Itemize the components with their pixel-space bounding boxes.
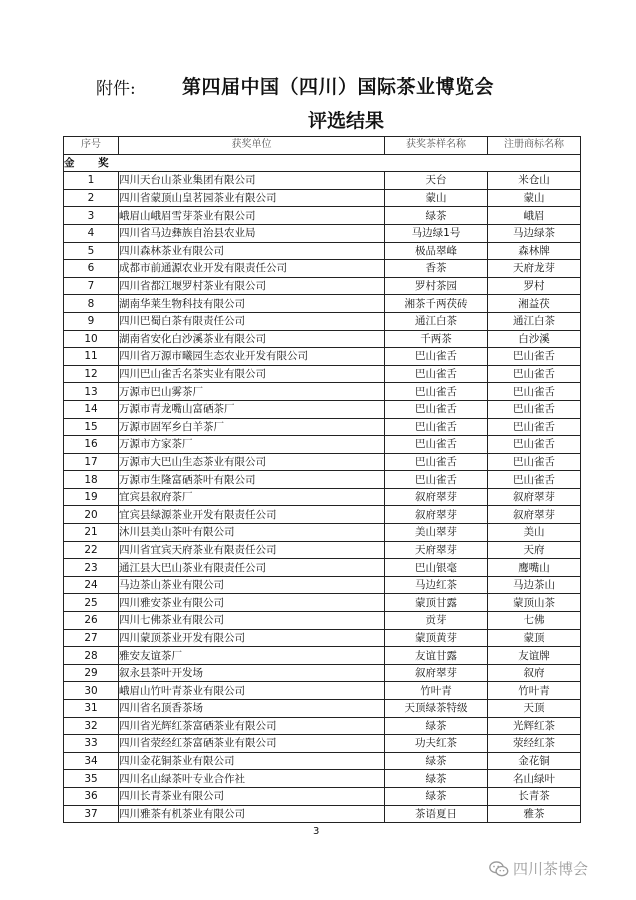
company-name: 万源市青龙嘴山富硒茶厂 [119, 400, 385, 418]
trademark-name: 友谊牌 [488, 647, 581, 665]
trademark-name: 白沙溪 [488, 330, 581, 348]
trademark-name: 叙府翠芽 [488, 488, 581, 506]
table-row [64, 418, 581, 436]
row-number: 35 [64, 770, 119, 788]
product-name: 巴山银毫 [385, 559, 488, 577]
section-row [64, 154, 581, 172]
column-header-no: 序号 [64, 137, 119, 155]
company-name: 四川省万源市曦园生态农业开发有限公司 [119, 348, 385, 366]
table-row [64, 365, 581, 383]
product-name: 叙府翠芽 [385, 664, 488, 682]
row-number: 17 [64, 453, 119, 471]
row-number: 5 [64, 242, 119, 260]
table-row [64, 488, 581, 506]
table-row [64, 453, 581, 471]
product-name: 天台 [385, 172, 488, 190]
attachment-label: 附件: [96, 79, 136, 99]
table-row [64, 312, 581, 330]
trademark-name: 叙府翠芽 [488, 506, 581, 524]
trademark-name: 巴山雀舌 [488, 365, 581, 383]
row-number: 2 [64, 189, 119, 207]
page-number: 3 [313, 826, 320, 837]
table-row [64, 717, 581, 735]
row-number: 14 [64, 400, 119, 418]
row-number: 7 [64, 277, 119, 295]
company-name: 宜宾县绿源茶业开发有限责任公司 [119, 506, 385, 524]
table-row [64, 541, 581, 559]
product-name: 友谊甘露 [385, 647, 488, 665]
results-table [63, 136, 581, 823]
row-number: 29 [64, 664, 119, 682]
table-row [64, 612, 581, 630]
trademark-name: 蒙顶山茶 [488, 594, 581, 612]
company-name: 雅安友谊茶厂 [119, 647, 385, 665]
trademark-name: 峨眉 [488, 207, 581, 225]
company-name: 宜宾县叙府茶厂 [119, 488, 385, 506]
table-row [64, 787, 581, 805]
trademark-name: 雅茶 [488, 805, 581, 823]
company-name: 万源市固军乡白羊茶厂 [119, 418, 385, 436]
trademark-name: 名山绿叶 [488, 770, 581, 788]
row-number: 6 [64, 260, 119, 278]
product-name: 巴山雀舌 [385, 418, 488, 436]
trademark-name: 米仓山 [488, 172, 581, 190]
row-number: 25 [64, 594, 119, 612]
table-row [64, 805, 581, 823]
trademark-name: 光辉红茶 [488, 717, 581, 735]
company-name: 四川名山绿茶叶专业合作社 [119, 770, 385, 788]
table-row [64, 682, 581, 700]
company-name: 四川省马边彝族自治县农业局 [119, 224, 385, 242]
trademark-name: 七佛 [488, 612, 581, 630]
product-name: 叙府翠芽 [385, 488, 488, 506]
row-number: 19 [64, 488, 119, 506]
company-name: 四川省蒙顶山皇茗园茶业有限公司 [119, 189, 385, 207]
table-row [64, 242, 581, 260]
table-row [64, 400, 581, 418]
company-name: 四川巴山雀舌名茶实业有限公司 [119, 365, 385, 383]
product-name: 巴山雀舌 [385, 453, 488, 471]
wechat-logo-icon [489, 859, 509, 879]
product-name: 绿茶 [385, 717, 488, 735]
trademark-name: 马边绿茶 [488, 224, 581, 242]
trademark-name: 荥经红茶 [488, 735, 581, 753]
company-name: 峨眉山峨眉雪芽茶业有限公司 [119, 207, 385, 225]
product-name: 马边绿1号 [385, 224, 488, 242]
trademark-name: 金花铜 [488, 752, 581, 770]
product-name: 巴山雀舌 [385, 365, 488, 383]
company-name: 四川省光辉红茶富硒茶业有限公司 [119, 717, 385, 735]
company-name: 沐川县美山茶叶有限公司 [119, 524, 385, 542]
row-number: 32 [64, 717, 119, 735]
table-row [64, 224, 581, 242]
table-row [64, 576, 581, 594]
product-name: 天府翠芽 [385, 541, 488, 559]
trademark-name: 巴山雀舌 [488, 383, 581, 401]
page-title: 第四届中国（四川）国际茶业博览会 [182, 76, 495, 98]
table-row [64, 277, 581, 295]
row-number: 18 [64, 471, 119, 489]
product-name: 绿茶 [385, 770, 488, 788]
product-name: 巴山雀舌 [385, 383, 488, 401]
table-row [64, 594, 581, 612]
trademark-name: 森林牌 [488, 242, 581, 260]
trademark-name: 天府龙芽 [488, 260, 581, 278]
trademark-name: 长青茶 [488, 787, 581, 805]
table-row [64, 559, 581, 577]
company-name: 通江县大巴山茶业有限责任公司 [119, 559, 385, 577]
company-name: 湖南省安化白沙溪茶业有限公司 [119, 330, 385, 348]
trademark-name: 湘益茯 [488, 295, 581, 313]
table-row [64, 647, 581, 665]
row-number: 10 [64, 330, 119, 348]
watermark-text: 四川茶博会 [513, 860, 589, 878]
trademark-name: 巴山雀舌 [488, 400, 581, 418]
row-number: 16 [64, 436, 119, 454]
company-name: 四川长青茶业有限公司 [119, 787, 385, 805]
company-name: 四川金花铜茶业有限公司 [119, 752, 385, 770]
table-row [64, 524, 581, 542]
product-name: 蒙顶甘露 [385, 594, 488, 612]
product-name: 竹叶青 [385, 682, 488, 700]
product-name: 绿茶 [385, 752, 488, 770]
table-row [64, 330, 581, 348]
trademark-name: 巴山雀舌 [488, 453, 581, 471]
product-name: 绿茶 [385, 787, 488, 805]
product-name: 巴山雀舌 [385, 400, 488, 418]
trademark-name: 蒙顶 [488, 629, 581, 647]
trademark-name: 罗村 [488, 277, 581, 295]
product-name: 蒙山 [385, 189, 488, 207]
trademark-name: 叙府 [488, 664, 581, 682]
table-row [64, 172, 581, 190]
trademark-name: 美山 [488, 524, 581, 542]
trademark-name: 竹叶青 [488, 682, 581, 700]
company-name: 湖南华莱生物科技有限公司 [119, 295, 385, 313]
table-row [64, 436, 581, 454]
table-row [64, 770, 581, 788]
column-header-company: 获奖单位 [119, 137, 385, 155]
company-name: 四川蒙顶茶业开发有限公司 [119, 629, 385, 647]
product-name: 香茶 [385, 260, 488, 278]
company-name: 万源市巴山雾茶厂 [119, 383, 385, 401]
page-subtitle: 评选结果 [308, 110, 385, 132]
table-row [64, 629, 581, 647]
row-number: 24 [64, 576, 119, 594]
company-name: 四川巴蜀白茶有限责任公司 [119, 312, 385, 330]
row-number: 9 [64, 312, 119, 330]
watermark [489, 858, 588, 879]
table-row [64, 189, 581, 207]
product-name: 巴山雀舌 [385, 471, 488, 489]
table-row [64, 260, 581, 278]
trademark-name: 蒙山 [488, 189, 581, 207]
product-name: 贡芽 [385, 612, 488, 630]
company-name: 万源市方家茶厂 [119, 436, 385, 454]
product-name: 茶语夏日 [385, 805, 488, 823]
row-number: 15 [64, 418, 119, 436]
product-name: 罗村茶园 [385, 277, 488, 295]
column-header-trademark: 注册商标名称 [488, 137, 581, 155]
row-number: 22 [64, 541, 119, 559]
row-number: 34 [64, 752, 119, 770]
company-name: 马边茶山茶业有限公司 [119, 576, 385, 594]
trademark-name: 巴山雀舌 [488, 418, 581, 436]
company-name: 成都市前通源农业开发有限责任公司 [119, 260, 385, 278]
table-row [64, 383, 581, 401]
row-number: 12 [64, 365, 119, 383]
row-number: 28 [64, 647, 119, 665]
product-name: 功夫红茶 [385, 735, 488, 753]
row-number: 23 [64, 559, 119, 577]
company-name: 四川雅安茶业有限公司 [119, 594, 385, 612]
row-number: 3 [64, 207, 119, 225]
product-name: 美山翠芽 [385, 524, 488, 542]
company-name: 四川森林茶业有限公司 [119, 242, 385, 260]
company-name: 四川省荥经红茶富硒茶业有限公司 [119, 735, 385, 753]
company-name: 叙永县茶叶开发场 [119, 664, 385, 682]
trademark-name: 马边茶山 [488, 576, 581, 594]
row-number: 30 [64, 682, 119, 700]
trademark-name: 巴山雀舌 [488, 348, 581, 366]
row-number: 26 [64, 612, 119, 630]
table-row [64, 664, 581, 682]
row-number: 37 [64, 805, 119, 823]
trademark-name: 天府 [488, 541, 581, 559]
row-number: 11 [64, 348, 119, 366]
trademark-name: 鹰嘴山 [488, 559, 581, 577]
company-name: 峨眉山竹叶青茶业有限公司 [119, 682, 385, 700]
product-name: 马边红茶 [385, 576, 488, 594]
row-number: 21 [64, 524, 119, 542]
row-number: 8 [64, 295, 119, 313]
product-name: 通江白茶 [385, 312, 488, 330]
company-name: 四川雅茶有机茶业有限公司 [119, 805, 385, 823]
trademark-name: 天顶 [488, 700, 581, 718]
company-name: 万源市生隆富硒茶叶有限公司 [119, 471, 385, 489]
trademark-name: 通江白茶 [488, 312, 581, 330]
column-header-product: 获奖茶样名称 [385, 137, 488, 155]
table-row [64, 700, 581, 718]
product-name: 巴山雀舌 [385, 436, 488, 454]
table-row [64, 752, 581, 770]
company-name: 四川省都江堰罗村茶业有限公司 [119, 277, 385, 295]
row-number: 20 [64, 506, 119, 524]
table-row [64, 735, 581, 753]
product-name: 巴山雀舌 [385, 348, 488, 366]
row-number: 27 [64, 629, 119, 647]
product-name: 叙府翠芽 [385, 506, 488, 524]
company-name: 四川省名顶香茶场 [119, 700, 385, 718]
company-name: 四川省宜宾天府茶业有限责任公司 [119, 541, 385, 559]
row-number: 4 [64, 224, 119, 242]
table-row [64, 506, 581, 524]
product-name: 绿茶 [385, 207, 488, 225]
table-row [64, 471, 581, 489]
row-number: 33 [64, 735, 119, 753]
table-row [64, 295, 581, 313]
product-name: 千两茶 [385, 330, 488, 348]
trademark-name: 巴山雀舌 [488, 436, 581, 454]
row-number: 13 [64, 383, 119, 401]
company-name: 四川天台山茶业集团有限公司 [119, 172, 385, 190]
section-label-gold: 金 奖 [64, 154, 581, 172]
company-name: 四川七佛茶业有限公司 [119, 612, 385, 630]
product-name: 蒙顶黄芽 [385, 629, 488, 647]
row-number: 36 [64, 787, 119, 805]
product-name: 天顶绿茶特级 [385, 700, 488, 718]
trademark-name: 巴山雀舌 [488, 471, 581, 489]
row-number: 31 [64, 700, 119, 718]
row-number: 1 [64, 172, 119, 190]
product-name: 湘茶千两茯砖 [385, 295, 488, 313]
table-row [64, 348, 581, 366]
company-name: 万源市大巴山生态茶业有限公司 [119, 453, 385, 471]
table-row [64, 207, 581, 225]
product-name: 极品翠峰 [385, 242, 488, 260]
table-header-row [64, 137, 581, 155]
